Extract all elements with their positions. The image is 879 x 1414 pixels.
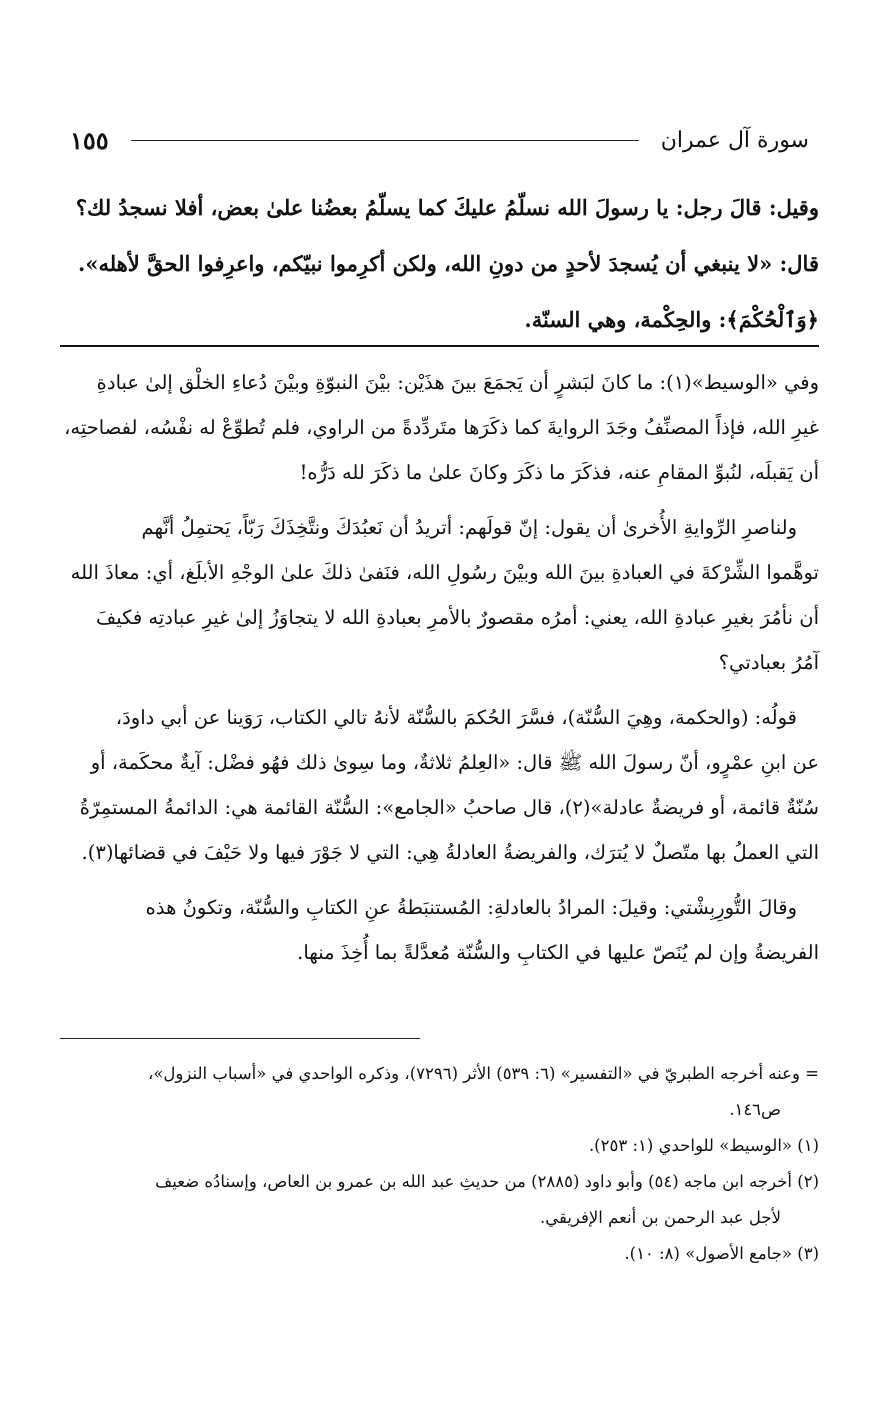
verse-block (60, 180, 819, 348)
paragraph (60, 885, 819, 975)
text-line: قولُه: (والحكمة، وهِيَ السُّنّة)، فسَّرَ الحُكمَ بالسُّنّة لأنهُ تالي الكتاب، رَوَينا عن أبي داودَ، (115, 706, 797, 729)
text-line: أن يَقبلَه، لنُبوِّ المقامِ عنه، فذكَرَ ما ذكَرَ وكانَ علىٰ ما ذكَرَ لله دَرُّه! (299, 461, 819, 484)
text-line: التي العملُ بها متّصلٌ لا يُترَك، والفريضةُ العادلةُ هِي: التي لا جَوْرَ فيها ولا حَيْفَ في قضائها(٣). (81, 841, 819, 864)
text-line: أن نأمُرَ بغيرِ عبادةِ الله، يعني: أمرُه مقصورٌ بالأمرِ بعبادةِ الله لا يتجاوَزُ إلىٰ غيرِ عبادتِه فكيفَ (96, 606, 819, 629)
footnote-line: (١) «الوسيط» للواحدي (١: ٢٥٣). (588, 1136, 819, 1155)
verse-line: ﴿وَٱلْحُكْمَ﴾: والحِكْمة، وهي السنّة. (524, 307, 819, 332)
footnote-line: (٣) «جامع الأصول» (٨: ١٠). (624, 1244, 819, 1263)
text-line: وقالَ التُّورِبِشْتي: وقيلَ: المرادُ بالعادلةِ: المُستنبَطةُ عنِ الكتابِ والسُّنّة، وتكونُ هذه (145, 896, 797, 919)
surah-title: سورة آل عمران (660, 127, 809, 153)
text-line: الفريضةُ وإن لم يُنَصّ عليها في الكتابِ والسُّنّة مُعدَّلةً بما أُخِذَ منها. (297, 941, 819, 964)
footnote-divider (60, 1038, 420, 1039)
text-line: غيرِ الله، فإذاً المصنِّفُ وجَدَ الروايةَ كما ذكَرَها متَردِّدةً من الراوي، فلم تُطوِّعْ له نفْسُه، لفصاحتِه، (64, 416, 819, 439)
page-number: ١٥٥ (70, 125, 109, 155)
verse-line: وقيل: قالَ رجل: يا رسولَ الله نسلّمُ عليكَ كما يسلّمُ بعضُنا علىٰ بعض، أفلا نسجدُ لك؟ (75, 195, 819, 220)
text-line: توهَّموا الشِّرْكةَ في العبادةِ بينَ الله وبيْنَ رسُولِ الله، فنَفىٰ ذلكَ علىٰ الوجْهِ الأبلَغ، أي: معاذَ الله (70, 561, 819, 584)
footnote-line: (٢) أخرجه ابن ماجه (٥٤) وأبو داود (٢٨٨٥) من حديثِ عبد الله بن عمرو بن العاص، وإسنادُه ضعيف (155, 1172, 819, 1191)
header-rule (131, 140, 639, 141)
footnote-line: ص١٤٦. (729, 1100, 781, 1119)
paragraph (60, 695, 819, 875)
footnote-line: لأجل عبد الرحمن بن أنعم الإفريقي. (539, 1208, 781, 1227)
section-divider (60, 345, 819, 347)
text-line: ولناصرِ الرِّوايةِ الأُخرىٰ أن يقول: إنّ قولَهم: أتريدُ أن نَعبُدَكَ ونتَّخِذَكَ رَبّاً، يَحتمِلُ أنَّهم (141, 516, 797, 539)
commentary (60, 360, 819, 985)
running-header (70, 118, 809, 162)
text-line: سُنّةٌ قائمة، أو فريضةٌ عادلة»(٢)، قال صاحبُ «الجامع»: السُّنّة القائمة هي: الدائمةُ المستمِرّةُ (79, 796, 819, 819)
text-line: آمُرُ بعبادتي؟ (718, 651, 819, 674)
paragraph (60, 360, 819, 495)
footnote-line: = وعنه أخرجه الطبريّ في «التفسير» (٦: ٥٣٩) الأثر (٧٢٩٦)، وذكره الواحدي في «أسباب النزول»، (148, 1064, 819, 1083)
text-line: عن ابنِ عمْرٍو، أنّ رسولَ الله ﷺ قال: «العِلمُ ثلاثةٌ، وما سِوىٰ ذلك فهُو فضْل: آيةٌ محكَمة، أو (90, 751, 819, 774)
text-line: وفي «الوسيط»(١): ما كانَ لبَشرٍ أن يَجمَعَ بينَ هذَيْن: بيْنَ النبوّةِ وبيْنَ دُعاءِ الخلْق إلىٰ عبادةِ (96, 371, 819, 394)
verse-line: قال: «لا ينبغي أن يُسجدَ لأحدٍ من دونِ الله، ولكن أكرِموا نبيّكم، واعرِفوا الحقَّ لأهله». (78, 251, 819, 276)
footnotes (60, 1056, 819, 1272)
paragraph (60, 505, 819, 685)
